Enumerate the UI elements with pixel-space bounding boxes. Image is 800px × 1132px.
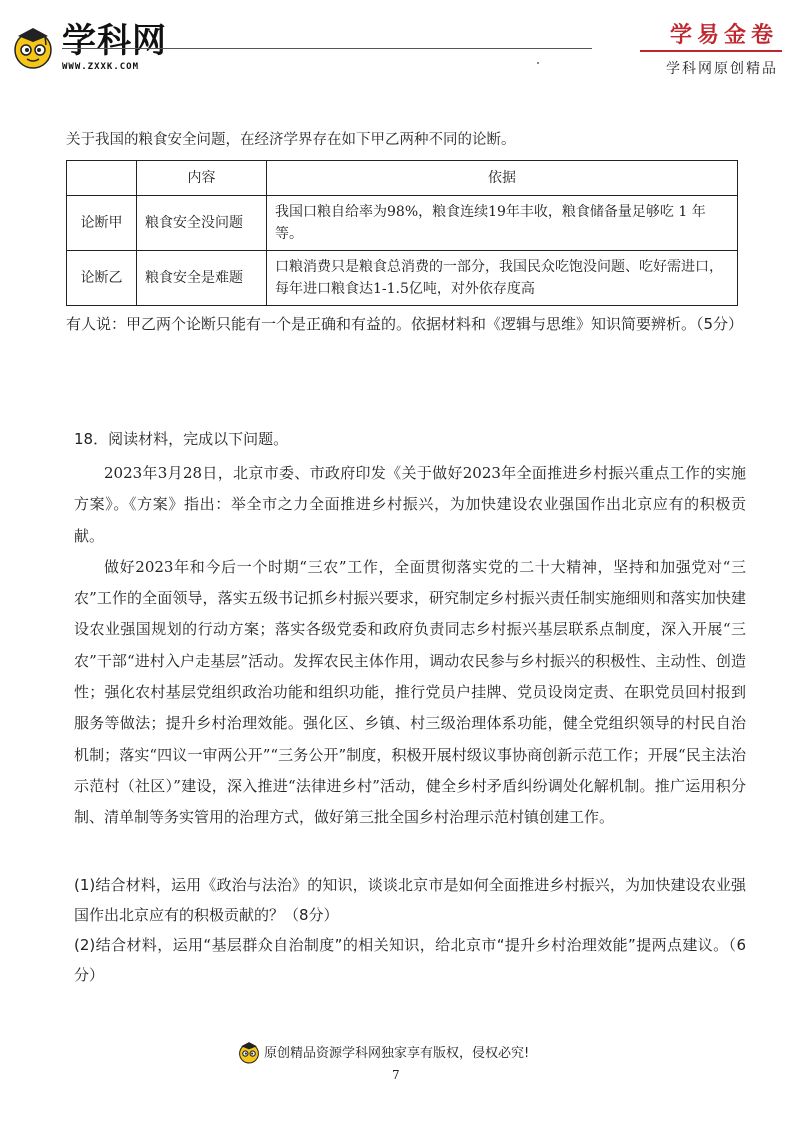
table-row	[67, 196, 738, 251]
brand-title: 学易金卷	[669, 22, 778, 48]
brand-underline	[640, 50, 782, 52]
logo-text: 学科网	[62, 21, 167, 61]
q18-subquestion-1: (1)结合材料，运用《政治与法治》的知识，谈谈北京市是如何全面推进乡村振兴，为加快建设农业强国作出北京应有的积极贡献的？（8分）	[74, 876, 746, 924]
row-content: 粮食安全没问题	[137, 196, 267, 251]
row-basis: 口粮消费只是粮食总消费的一部分，我国民众吃饱没问题、吃好需进口，每年进口粮食达1-1.5亿吨，对外依存度高	[267, 251, 738, 306]
q18-subquestion-2: (2)结合材料，运用“基层群众自治制度”的相关知识，给北京市“提升乡村治理效能”提两点建议。（6分）	[74, 936, 746, 984]
mascot-icon	[237, 1040, 261, 1064]
table-header-cell: 依据	[267, 161, 738, 196]
q18-material	[74, 458, 746, 834]
page-header	[0, 0, 800, 90]
row-label: 论断乙	[67, 251, 137, 306]
q18-paragraph: 做好2023年和今后一个时期“三农”工作，全面贯彻落实党的二十大精神，坚持和加强党对“三农”工作的全面领导，落实五级书记抓乡村振兴要求，研究制定乡村振兴责任制实施细则和落实加快建设农业强国规划的行动方案；落实各级党委和政府负责同志乡村振兴基层联系点制度，深入开展“三农”干部“进村入户走基层”活动。发挥农民主体作用，调动农民参与乡村振兴的积极性、主动性、创造性；强化农村基层党组织政治功能和组织功能，推行党员户挂牌、党员设岗定责、在职党员回村报到服务等做法；提升乡村治理效能。强化区、乡镇、村三级治理体系功能，健全党组织领导的村民自治机制；落实“四议一审两公开”“三务公开”制度，积极开展村级议事协商创新示范工作；开展“民主法治示范村（社区）”建设，深入推进“法律进乡村”活动，健全乡村矛盾纠纷调处化解机制。推广运用积分制、清单制等务实管用的治理方式，做好第三批全国乡村治理示范村镇创建工作。	[74, 557, 746, 827]
page-number: 7	[392, 1068, 400, 1082]
header-divider	[62, 48, 592, 49]
argument-table	[66, 160, 738, 306]
header-dot	[537, 62, 539, 64]
table-header-row	[67, 161, 738, 196]
row-basis: 我国口粮自给率为98%，粮食连续19年丰收，粮食储备量足够吃 1 年等。	[267, 196, 738, 251]
q17-question: 有人说：甲乙两个论断只能有一个是正确和有益的。依据材料和《逻辑与思维》知识简要辨析。（5分）	[66, 315, 744, 333]
table-header-cell: 内容	[137, 161, 267, 196]
q18-title: 18．阅读材料，完成以下问题。	[74, 430, 289, 448]
mascot-icon	[10, 24, 56, 70]
row-label: 论断甲	[67, 196, 137, 251]
table-row	[67, 251, 738, 306]
copyright-notice: 原创精品资源学科网独家享有版权，侵权必究!	[264, 1046, 530, 1061]
brand-subtitle: 学科网原创精品	[666, 61, 778, 77]
zxxk-logo	[10, 22, 170, 78]
q18-paragraph: 2023年3月28日，北京市委、市政府印发《关于做好2023年全面推进乡村振兴重点工作的实施方案》。《方案》指出：举全市之力全面推进乡村振兴，为加快建设农业强国作出北京应有的积极贡献。	[74, 464, 746, 545]
q17-intro: 关于我国的粮食安全问题，在经济学界存在如下甲乙两种不同的论断。	[66, 132, 516, 148]
logo-url: WWW.ZXXK.COM	[62, 62, 140, 72]
q17-section	[66, 128, 746, 338]
table-header-cell	[67, 161, 137, 196]
row-content: 粮食安全是难题	[137, 251, 267, 306]
